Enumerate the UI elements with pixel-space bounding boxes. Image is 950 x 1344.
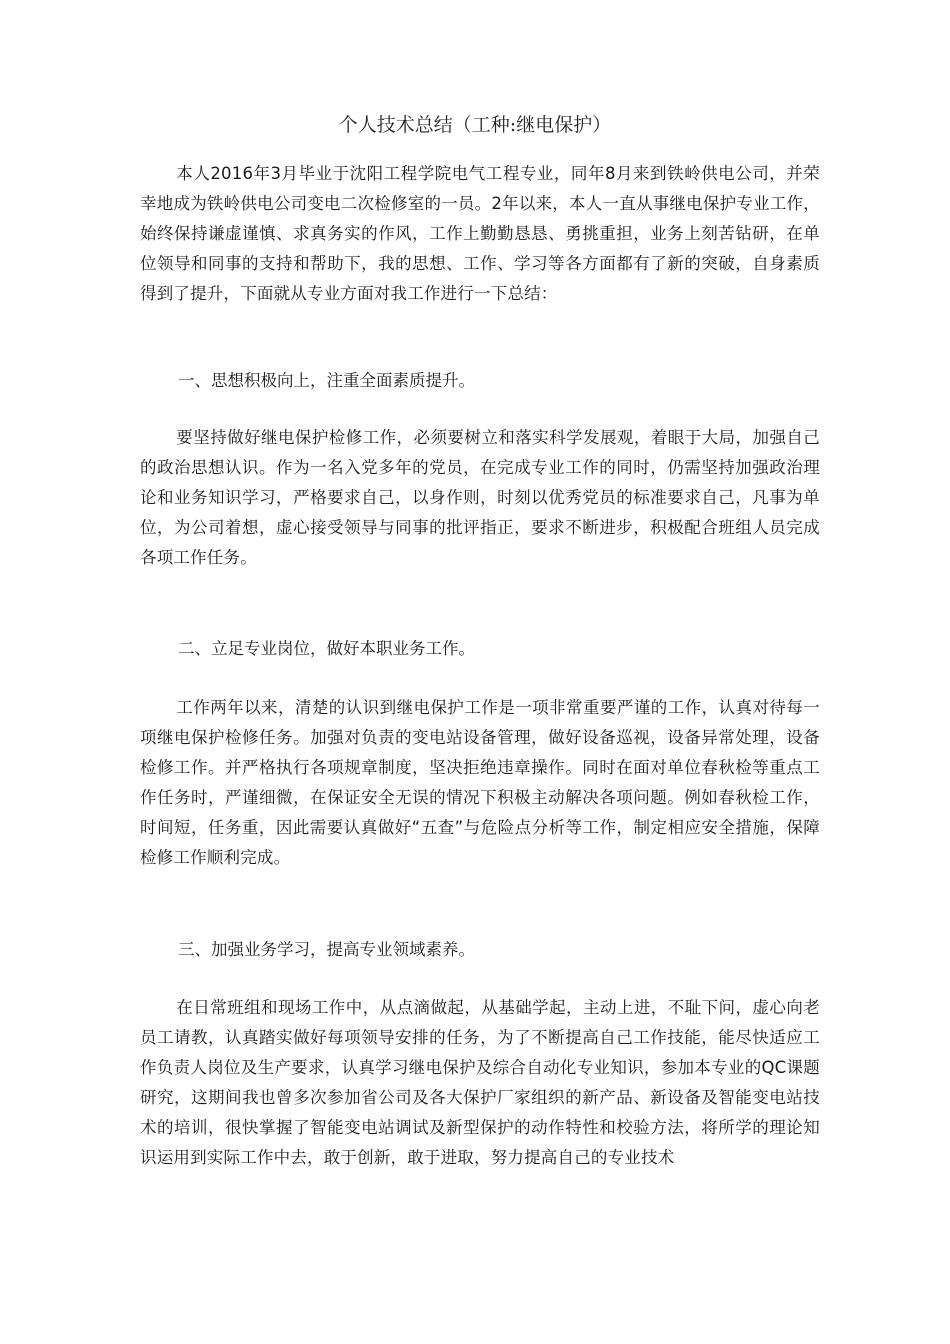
document-title: 个人技术总结（工种:继电保护）	[338, 114, 612, 136]
intro-paragraph: 本人2016年3月毕业于沈阳工程学院电气工程专业，同年8月来到铁岭供电公司，并荣幸地成为铁岭供电公司变电二次检修室的一员。2年以来，本人一直从事继电保护专业工作，始终保持谦虚谨慎、求真务实的作风，工作上勤勤恳恳、勇挑重担，业务上刻苦钻研，在单位领导和同事的支持和帮助下，我的思想、工作、学习等各方面都有了新的突破，自身素质得到了提升，下面就从专业方面对我工作进行一下总结：	[140, 164, 820, 303]
section-body-1: 要坚持做好继电保护检修工作，必须要树立和落实科学发展观，着眼于大局，加强自己的政治思想认识。作为一名入党多年的党员，在完成专业工作的同时，仍需坚持加强政治理论和业务知识学习，严格要求自己，以身作则，时刻以优秀党员的标准要求自己，凡事为单位，为公司着想，虚心接受领导与同事的批评指正，要求不断进步，积极配合班组人员完成各项工作任务。	[140, 428, 820, 567]
section-heading-2: 二、立足专业岗位，做好本职业务工作。	[178, 639, 475, 658]
section-body-2: 工作两年以来，清楚的认识到继电保护工作是一项非常重要严谨的工作，认真对待每一项继电保护检修任务。加强对负责的变电站设备管理，做好设备巡视，设备异常处理，设备检修工作。并严格执行各项规章制度，坚决拒绝违章操作。同时在面对单位春秋检等重点工作任务时，严谨细微，在保证安全无误的情况下积极主动解决各项问题。例如春秋检工作，时间短，任务重，因此需要认真做好“五查”与危险点分析等工作，制定相应安全措施，保障检修工作顺利完成。	[140, 698, 820, 867]
section-heading-1: 一、思想积极向上，注重全面素质提升。	[178, 371, 475, 390]
section-body-3: 在日常班组和现场工作中，从点滴做起，从基础学起，主动上进，不耻下问，虚心向老员工请教，认真踏实做好每项领导安排的任务，为了不断提高自己工作技能，能尽快适应工作负责人岗位及生产要求，认真学习继电保护及综合自动化专业知识，参加本专业的QC课题研究，这期间我也曾多次参加省公司及各大保护厂家组织的新产品、新设备及智能变电站技术的培训，很快掌握了智能变电站调试及新型保护的动作特性和校验方法，将所学的理论知识运用到实际工作中去，敢于创新，敢于进取，努力提高自己的专业技术	[140, 998, 820, 1167]
section-heading-3: 三、加强业务学习，提高专业领域素养。	[178, 940, 475, 959]
